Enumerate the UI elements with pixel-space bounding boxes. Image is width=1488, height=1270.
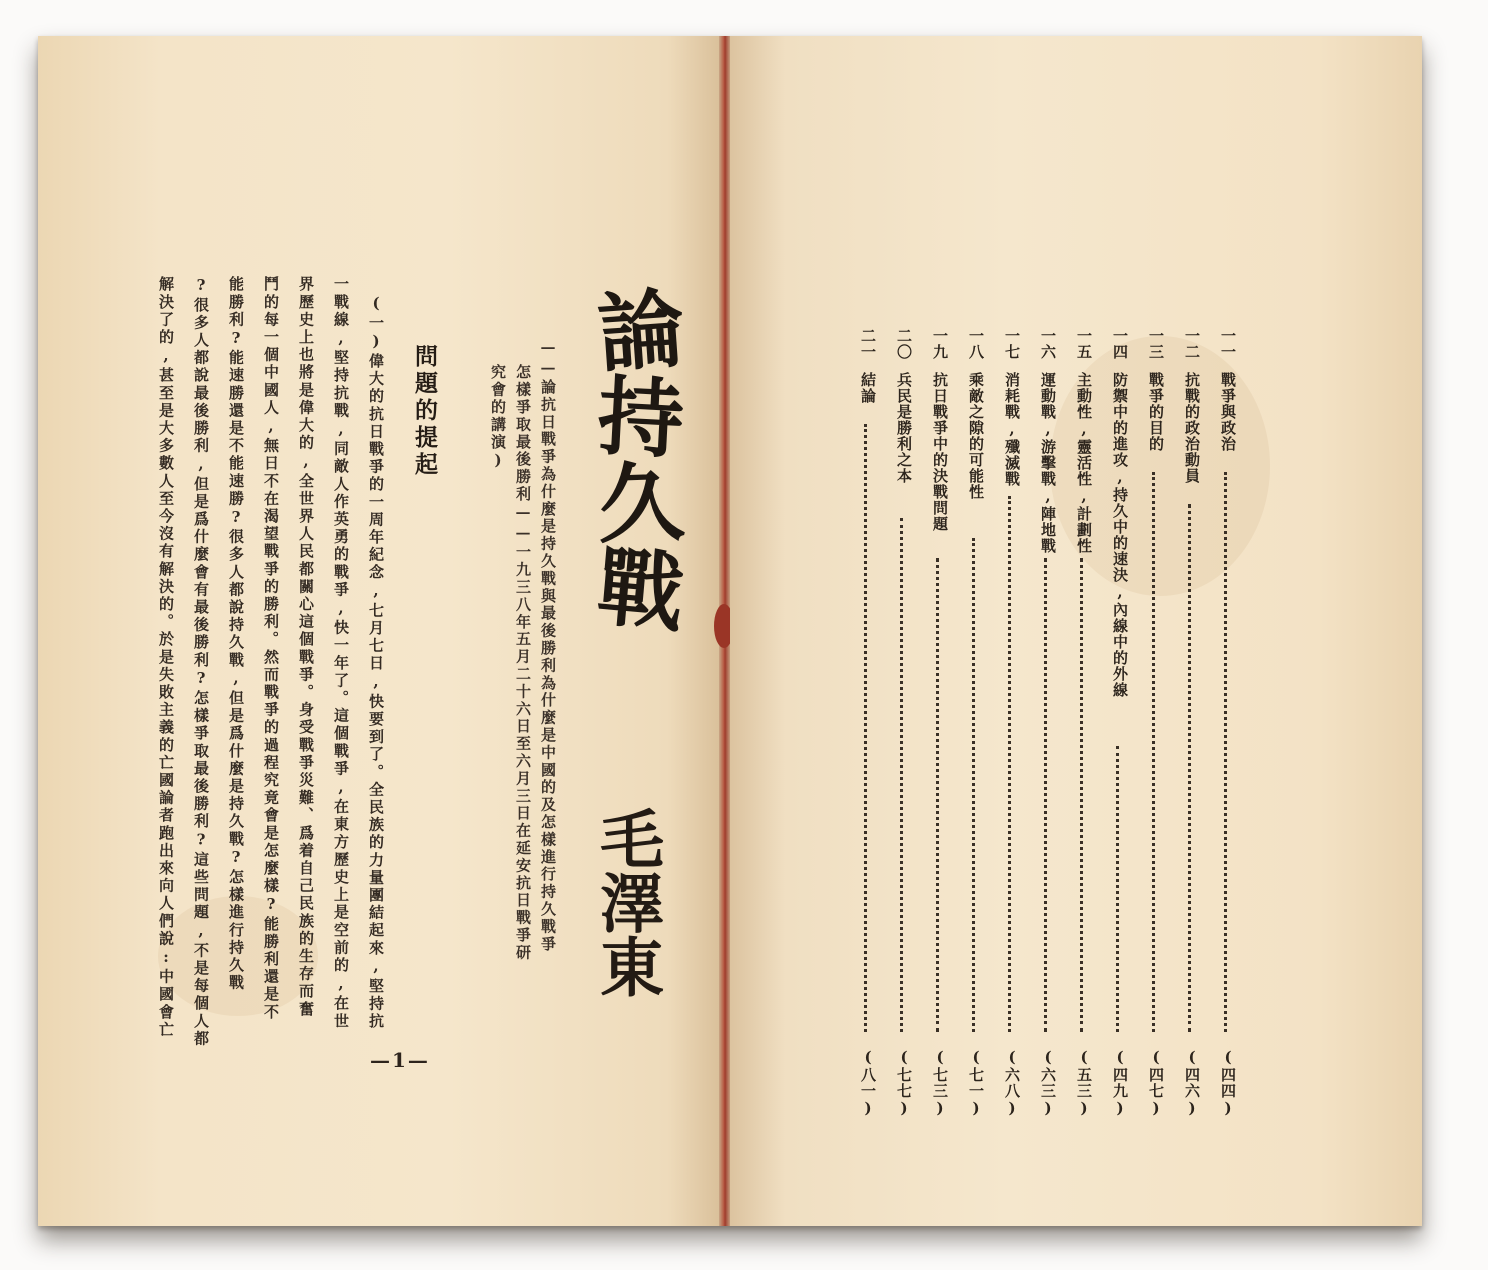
page-number: —1— — [370, 1048, 430, 1072]
toc-number: 一六 — [1039, 328, 1057, 360]
toc-page-number: (四四) — [1219, 1048, 1237, 1118]
subtitle-line-1: ——論抗日戰爭為什麼是持久戰與最後勝利為什麼是中國的及怎樣進行持久戰爭 — [539, 338, 557, 953]
toc-leader-dots — [1116, 746, 1119, 1032]
toc-title: 主動性,靈活性,計劃性 — [1075, 372, 1093, 554]
toc-number: 一一 — [1219, 328, 1237, 360]
left-page — [38, 36, 722, 1226]
body-line: 解決了的,甚至是大多數人至今沒有解決的。於是失敗主義的亡國論者跑出來向人們說:中國會亡 — [157, 276, 175, 1039]
toc-number: 一九 — [931, 328, 949, 360]
toc-page-number: (七三) — [931, 1048, 949, 1118]
toc-page-number: (七七) — [895, 1048, 913, 1118]
toc-entry — [997, 328, 1023, 1118]
toc-page-number: (四七) — [1147, 1048, 1165, 1118]
toc-title: 運動戰,游擊戰,陣地戰 — [1039, 372, 1057, 554]
toc-number: 一二 — [1183, 328, 1201, 360]
toc-number: 一七 — [1003, 328, 1021, 360]
toc-leader-dots — [1152, 472, 1155, 1032]
signature-char: 毛 — [589, 806, 664, 870]
body-line: (一)偉大的抗日戰爭的一周年紀念,七月七日,快要到了。全民族的力量團結起來,堅持抗 — [367, 294, 385, 1031]
calligraphy-char: 論 — [580, 282, 687, 376]
toc-entry — [925, 328, 951, 1118]
toc-entry — [853, 328, 879, 1118]
section-heading: 問題的提起 — [411, 344, 438, 479]
toc-page-number: (八一) — [859, 1048, 877, 1118]
toc-leader-dots — [1044, 558, 1047, 1032]
toc-number: 二一 — [859, 328, 877, 360]
toc-leader-dots — [936, 558, 939, 1032]
toc-entry — [1033, 328, 1059, 1118]
subtitle-line-3: 究會的講演) — [489, 364, 507, 472]
toc-entry — [1069, 328, 1095, 1118]
body-line: 鬥的每一個中國人,無日不在渴望戰爭的勝利。然而戰爭的過程究竟會是怎麼樣?能勝利還是不 — [262, 276, 280, 1022]
toc-leader-dots — [1188, 504, 1191, 1032]
toc-number: 一八 — [967, 328, 985, 360]
toc-entry — [889, 328, 915, 1118]
toc-title: 抗戰的政治動員 — [1183, 372, 1201, 484]
body-line: ?很多人都說最後勝利,但是爲什麼會有最後勝利?怎樣爭取最後勝利?這些問題,不是每個人都 — [192, 276, 210, 1048]
toc-entry — [1213, 328, 1239, 1118]
toc-title: 消耗戰,殲滅戰 — [1003, 372, 1021, 487]
toc-entry — [1105, 328, 1131, 1118]
toc-leader-dots — [1008, 496, 1011, 1032]
toc-leader-dots — [1080, 558, 1083, 1032]
toc-title: 兵民是勝利之本 — [895, 372, 913, 484]
body-line: 一戰線,堅持抗戰,同敵人作英勇的戰爭,快一年了。這個戰爭,在東方歷史上是空前的,在世 — [332, 276, 350, 1031]
toc-number: 一三 — [1147, 328, 1165, 360]
signature-char: 東 — [589, 934, 664, 998]
toc-page-number: (六三) — [1039, 1048, 1057, 1118]
toc-page-number: (六八) — [1003, 1048, 1021, 1118]
toc-page-number: (七一) — [967, 1048, 985, 1118]
toc-leader-dots — [864, 424, 867, 1032]
calligraphy-char: 久 — [581, 456, 686, 546]
toc-entry — [1141, 328, 1167, 1118]
right-page — [730, 36, 1422, 1226]
calligraphy-title — [579, 282, 688, 635]
toc-page-number: (四六) — [1183, 1048, 1201, 1118]
toc-entry — [961, 328, 987, 1118]
toc-number: 一四 — [1111, 328, 1129, 360]
toc-title: 結論 — [859, 372, 877, 404]
toc-leader-dots — [972, 538, 975, 1032]
toc-title: 戰爭與政治 — [1219, 372, 1237, 452]
toc-title: 抗日戰爭中的決戰問題 — [931, 372, 949, 532]
toc-page-number: (四九) — [1111, 1048, 1129, 1118]
toc-leader-dots — [900, 518, 903, 1032]
body-line: 能勝利?能速勝還是不能速勝?很多人都說持久戰,但是爲什麼是持久戰?怎樣進行持久戰 — [227, 276, 245, 992]
toc-number: 一五 — [1075, 328, 1093, 360]
toc-title: 防禦中的進攻,持久中的速決,內線中的外線 — [1111, 372, 1129, 698]
calligraphy-char: 戰 — [579, 539, 688, 635]
toc-leader-dots — [1224, 472, 1227, 1032]
calligraphy-char: 持 — [580, 369, 687, 461]
toc-entry — [1177, 328, 1203, 1118]
subtitle-line-2: 怎樣爭取最後勝利——一九三八年五月二十六日至六月三日在延安抗日戰爭研 — [514, 364, 532, 962]
signature-char: 澤 — [589, 870, 664, 934]
author-signature — [589, 806, 664, 998]
toc-title: 乘敵之隙的可能性 — [967, 372, 985, 500]
toc-title: 戰爭的目的 — [1147, 372, 1165, 452]
toc-number: 二〇 — [895, 328, 913, 360]
body-line: 界歷史上也將是偉大的,全世界人民都關心這個戰爭。身受戰爭災難、爲着自己民族的生存而奮 — [297, 276, 315, 1019]
toc-page-number: (五三) — [1075, 1048, 1093, 1118]
open-book — [38, 36, 1422, 1226]
